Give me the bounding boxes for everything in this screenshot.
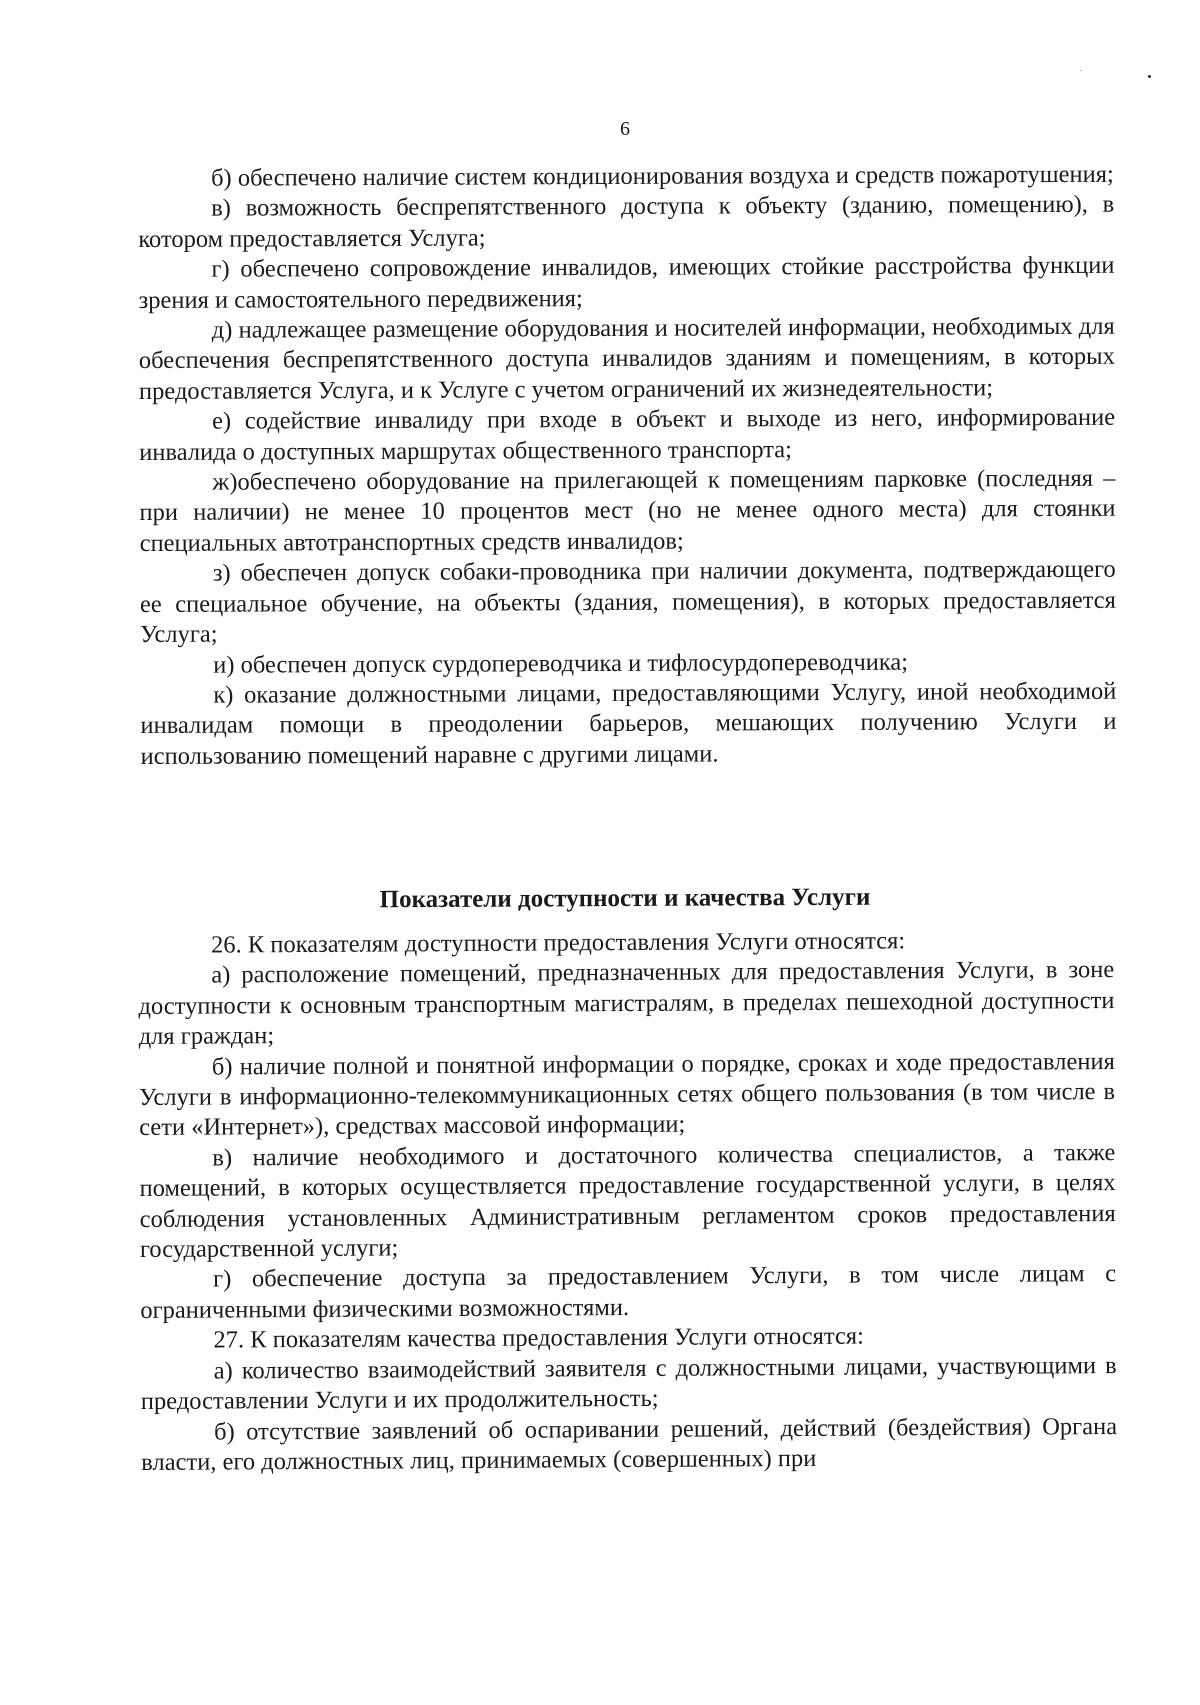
list-item: в) наличие необходимого и достаточного количества специалистов, а также помещений, в которых осуществляется предоставление государственной услуги, в целях соблюдения установленных Административным регламентом сроков предоставления государственной услуги;	[139, 1138, 1116, 1264]
list-item: и) обеспечен допуск сурдопереводчика и тифлосурдопереводчика;	[213, 648, 909, 679]
list-item: а) количество взаимодействий заявителя с должностными лицами, участвующими в предоставлении Услуги и их продолжительность;	[140, 1351, 1117, 1416]
page-number: 6	[620, 118, 630, 140]
accessibility-conditions-list	[138, 160, 1117, 772]
list-item: а) расположение помещений, предназначенных для предоставления Услуги, в зоне доступности к основным транспортным магистралям, в пределах пешеходной доступности для граждан;	[138, 956, 1115, 1051]
section-heading: Показатели доступности и качества Услуги	[379, 883, 871, 914]
list-item: д) надлежащее размещение оборудования и носителей информации, необходимых для обеспечения беспрепятственного доступа инвалидов зданиям и помещениям, в которых предоставляется Услуга, и к Услуге с учетом ограничений их жизнедеятельности;	[138, 312, 1115, 405]
scan-speck	[1080, 70, 1082, 71]
list-item: к) оказание должностными лицами, предоставляющими Услугу, иной необходимой инвалидам помощи в преодолении барьеров, мешающих получению Услуги и использованию помещений наравне с другими лицами.	[140, 677, 1117, 770]
list-item: з) обеспечен допуск собаки-проводника при наличии документа, подтверждающего ее специальное обучение, на объекты (здания, помещения), в которых предоставляется Услуга;	[139, 556, 1116, 649]
list-item: б) отсутствие заявлений об оспаривании решений, действий (бездействия) Органа власти, его должностных лиц, принимаемых (совершенных) при	[141, 1412, 1118, 1476]
list-item: г) обеспечение доступа за предоставлением Услуги, в том числе лицам с ограниченными физическими возможностями.	[140, 1260, 1117, 1324]
list-item: е) содействие инвалиду при входе в объект и выходе из него, информирование инвалида о доступных маршрутах общественного транспорта;	[139, 403, 1116, 466]
list-item: б) наличие полной и понятной информации о порядке, сроках и ходе предоставления Услуги в информационно-телекоммуникационных сетях общего пользования (в том числе в сети «Интернет»), средствах массовой информации;	[138, 1047, 1116, 1142]
scan-speck	[1148, 75, 1151, 78]
list-item: ж)обеспечено оборудование на прилегающей к помещениям парковке (последняя – при наличии) не менее 10 процентов мест (но не менее одного места) для стоянки специальных автотранспортных средств инвалидов;	[139, 464, 1116, 557]
list-item: 27. К показателям качества предоставления Услуги относятся:	[213, 1322, 864, 1354]
list-item: б) обеспечено наличие систем кондиционирования воздуха и средств пожаротушения;	[211, 160, 1114, 192]
list-item: в) возможность беспрепятственного доступа к объекту (зданию, помещению), в котором предоставляется Услуга;	[138, 191, 1115, 253]
list-item: г) обеспечено сопровождение инвалидов, имеющих стойкие расстройства функции зрения и самостоятельного передвижения;	[138, 251, 1115, 314]
quality-indicators-list	[138, 925, 1117, 1478]
list-item: 26. К показателям доступности предоставления Услуги относятся:	[211, 927, 906, 959]
